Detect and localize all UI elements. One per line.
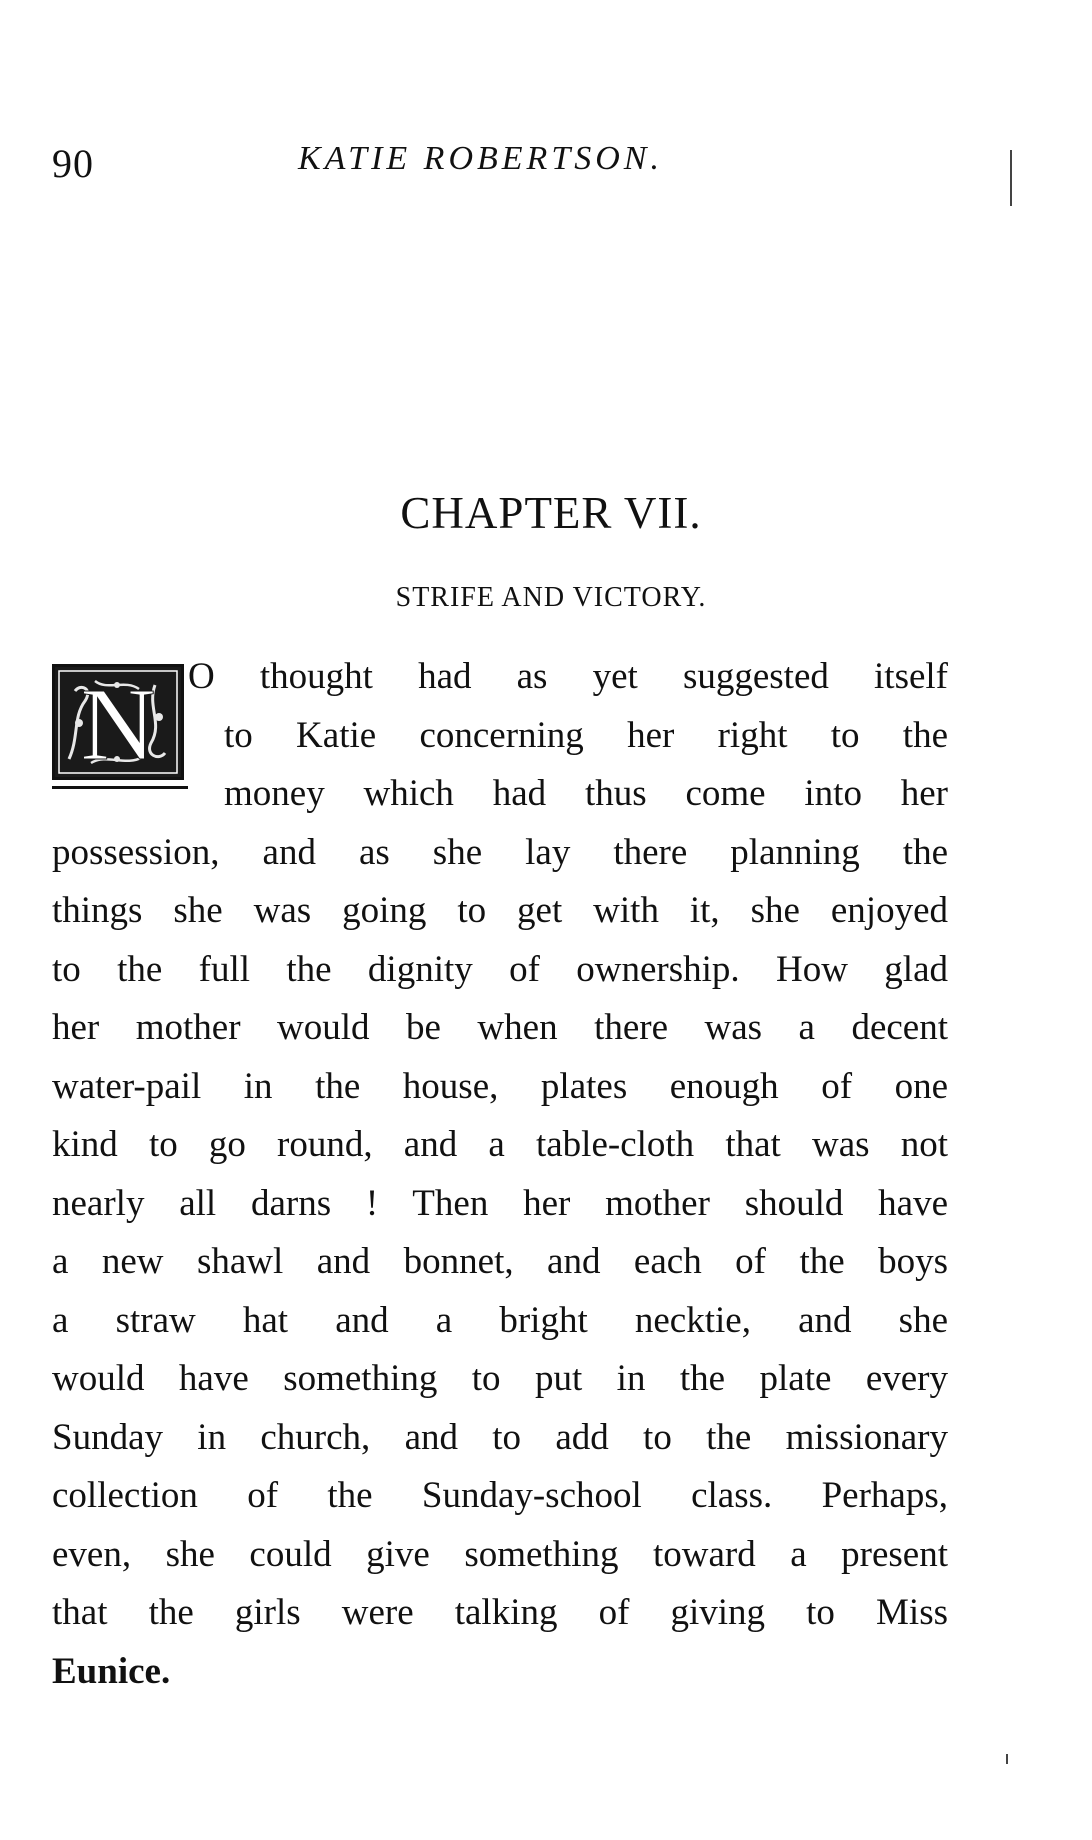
text-line: a new shawl and bonnet, and each of the boys <box>52 1241 948 1282</box>
text-line: things she was going to get with it, she enjoyed <box>52 890 948 931</box>
margin-mark <box>1010 150 1012 206</box>
text-line: would have something to put in the plate every <box>52 1358 948 1399</box>
page-number: 90 <box>52 141 94 186</box>
chapter-title: CHAPTER VII. <box>400 488 702 538</box>
text-line: water-pail in the house, plates enough of one <box>52 1065 948 1107</box>
text-line: Eunice. <box>52 1650 171 1692</box>
text-line: her mother would be when there was a decent <box>52 1007 948 1048</box>
drop-cap-letter: N <box>80 667 156 777</box>
text-line: even, she could give something toward a present <box>52 1533 948 1575</box>
text-line: collection of the Sunday-school class. Perhaps, <box>52 1475 948 1516</box>
body-text <box>52 648 948 1701</box>
margin-mark <box>1006 1754 1008 1764</box>
text-line: money which had thus come into her <box>224 773 948 814</box>
text-line: Sunday in church, and to add to the missionary <box>52 1416 948 1458</box>
running-head: KATIE ROBERTSON. <box>298 140 663 177</box>
text-line: nearly all darns ! Then her mother should have <box>52 1182 948 1224</box>
text-line: a straw hat and a bright necktie, and she <box>52 1299 948 1341</box>
chapter-subtitle: STRIFE AND VICTORY. <box>395 582 707 613</box>
text-line: kind to go round, and a table-cloth that was not <box>52 1124 948 1165</box>
text-line: that the girls were talking of giving to Miss <box>52 1592 948 1633</box>
text-line: to Katie concerning her right to the <box>224 714 948 756</box>
text-line: to the full the dignity of ownership. How glad <box>52 948 948 990</box>
text-line: O thought had as yet suggested itself <box>188 656 948 697</box>
text-line: possession, and as she lay there planning the <box>52 831 948 873</box>
